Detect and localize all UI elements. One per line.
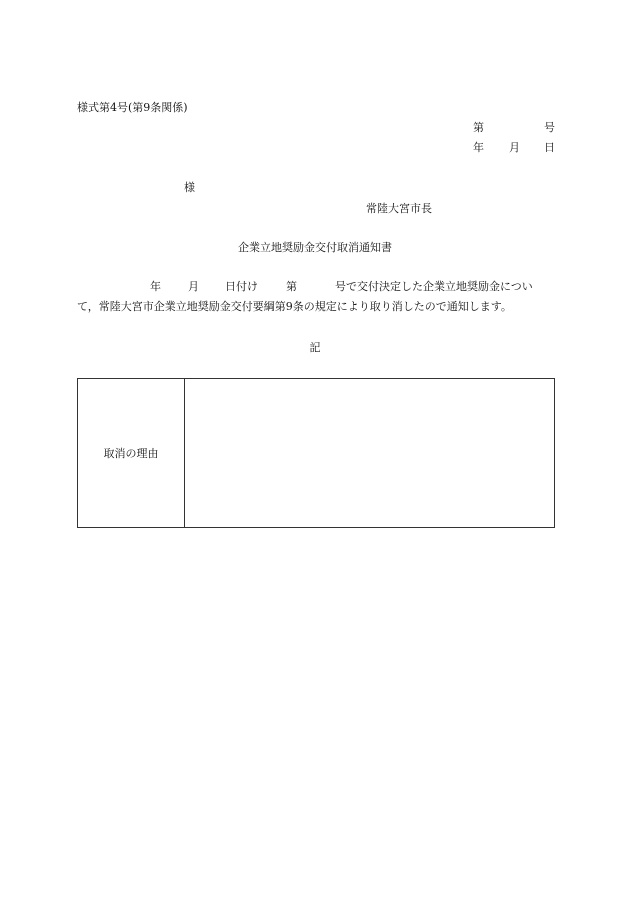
date-day-label: 日: [544, 141, 555, 154]
addressee-honorific: 様: [184, 181, 195, 194]
form-number: 様式第4号(第9条関係): [77, 101, 188, 114]
body-year-label: 年: [150, 280, 161, 293]
document-number-suffix: 号: [544, 121, 555, 134]
body-line-1-text: 号で交付決定した企業立地奨励金につい: [335, 280, 533, 293]
reason-label: 取消の理由: [103, 447, 159, 460]
body-line-2: て，常陸大宮市企業立地奨励金交付要綱第9条の規定により取り消したので通知します。: [77, 300, 512, 313]
body-day-dated-label: 日付け: [225, 280, 258, 293]
cancellation-reason-table: [77, 378, 555, 528]
body-number-prefix: 第: [286, 280, 297, 293]
reason-label-cell: [78, 379, 185, 527]
record-heading: 記: [309, 341, 321, 354]
document-title: 企業立地奨励金交付取消通知書: [238, 241, 392, 254]
reason-value-cell[interactable]: [185, 379, 554, 527]
date-year-label: 年: [473, 141, 484, 154]
body-month-label: 月: [188, 280, 199, 293]
sender-name: 常陸大宮市長: [366, 202, 432, 215]
document-number-prefix: 第: [473, 121, 484, 134]
date-month-label: 月: [509, 141, 520, 154]
